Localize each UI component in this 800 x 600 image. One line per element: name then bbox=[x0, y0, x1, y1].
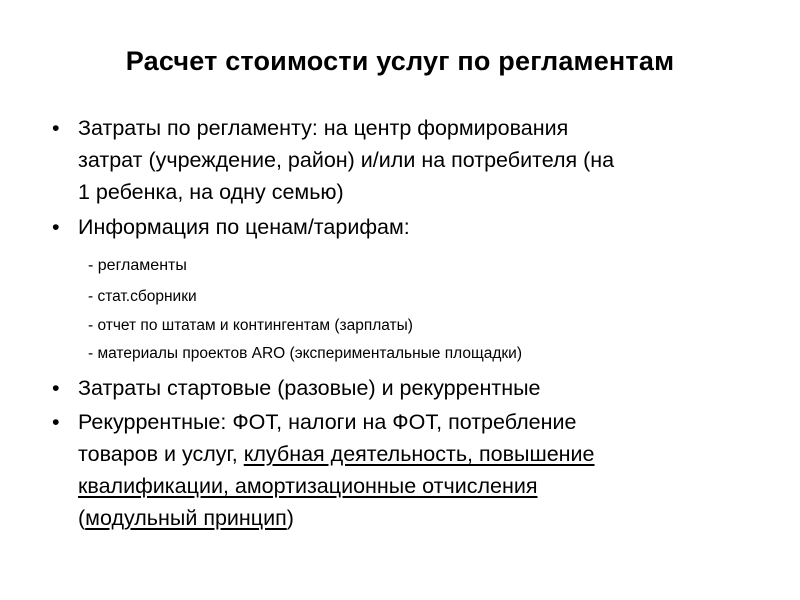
bullet-costs-by-regulation bbox=[52, 112, 752, 208]
underlined-text: клубная деятельность, повышение bbox=[243, 442, 595, 466]
bullet-marker: • bbox=[52, 376, 60, 400]
bullet-marker: • bbox=[52, 215, 60, 239]
bullet-line: Затраты стартовые (разовые) и рекуррентные bbox=[78, 376, 541, 400]
sub-bullet-regulations: - регламенты bbox=[88, 257, 187, 274]
sub-bullet-aro-materials: - материалы проектов ARO (экспериментальные площадки) bbox=[88, 345, 522, 362]
bullet-line: Информация по ценам/тарифам: bbox=[78, 215, 410, 239]
bullet-line bbox=[78, 502, 752, 534]
open-paren: ( bbox=[78, 506, 86, 530]
bullet-marker: • bbox=[52, 116, 60, 140]
sub-bullet-staff-report: - отчет по штатам и контингентам (зарплаты) bbox=[88, 317, 413, 334]
bullet-line bbox=[78, 438, 752, 470]
bullet-recurring bbox=[52, 406, 752, 534]
bullet-marker: • bbox=[52, 410, 60, 434]
plain-text: товаров и услуг, bbox=[78, 442, 244, 466]
underlined-line: квалификации, амортизационные отчисления bbox=[78, 474, 538, 498]
bullet-price-info bbox=[52, 211, 752, 243]
slide-title: Расчет стоимости услуг по регламентам bbox=[125, 46, 675, 76]
underlined-text: модульный принцип bbox=[85, 506, 287, 530]
bullet-line: 1 ребенка, на одну семью) bbox=[78, 180, 344, 204]
bullet-line: Затраты по регламенту: на центр формирования bbox=[78, 116, 569, 140]
close-paren: ) bbox=[286, 506, 294, 530]
bullet-line: Рекуррентные: ФОТ, налоги на ФОТ, потребление bbox=[78, 410, 577, 434]
bullet-line: затрат (учреждение, район) и/или на потребителя (на bbox=[78, 148, 615, 172]
sub-bullet-stat-collections: - стат.сборники bbox=[88, 288, 197, 305]
bullet-start-costs bbox=[52, 372, 752, 404]
